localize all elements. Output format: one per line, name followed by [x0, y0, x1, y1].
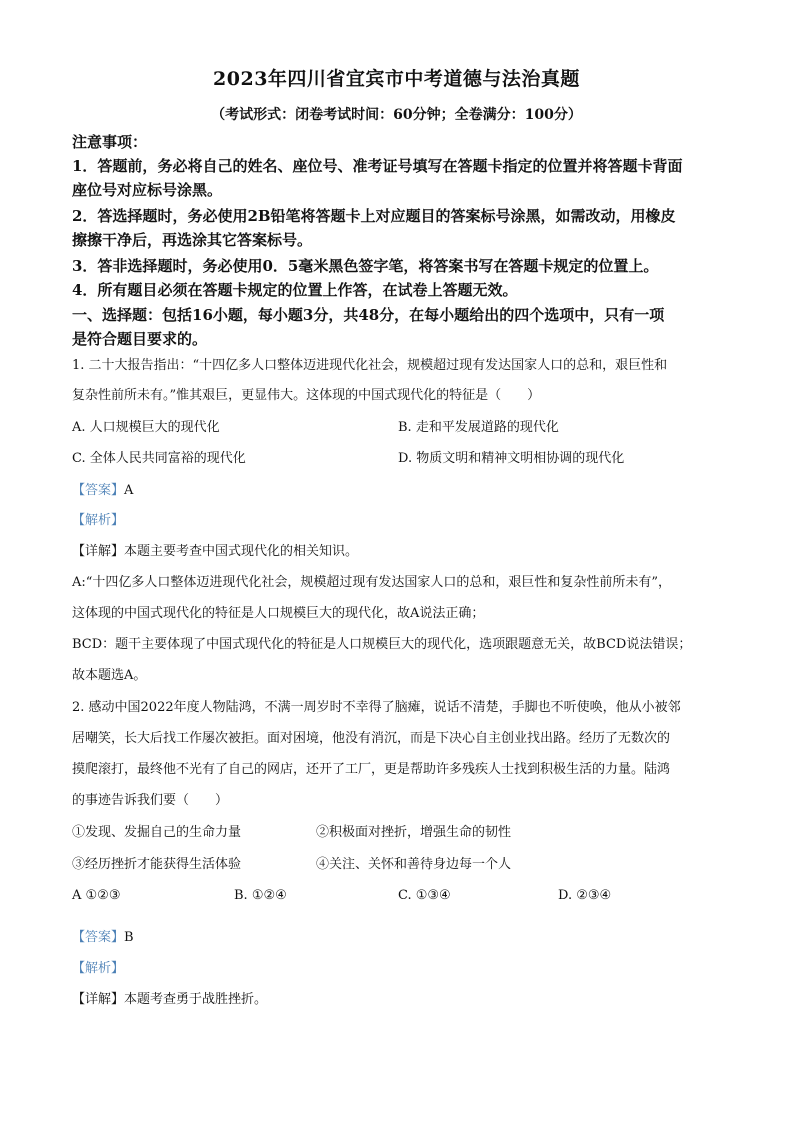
detail-text: BCD：题干主要体现了中国式现代化的特征是人口规模巨大的现代化，选项跟题意无关，故BCD说法错误； [72, 637, 692, 652]
section-heading: 一、选择题：包括16小题，每小题3分，共48分，在每小题给出的四个选项中，只有一项 [72, 306, 665, 324]
option-c: C. ①③④ [398, 888, 451, 903]
option-a: A ①②③ [72, 888, 121, 903]
option-c: C. 全体人民共同富裕的现代化 [72, 451, 246, 466]
answer-line [72, 481, 732, 501]
question-stem: 摸爬滚打，最终他不光有了自己的网店，还开了工厂，更是帮助许多残疾人士找到积极生活的力量。陆鸿 [72, 762, 671, 777]
notice-item: 1．答题前，务必将自己的姓名、座位号、准考证号填写在答题卡指定的位置并将答题卡背面 [72, 157, 683, 175]
analysis-label: 【解析】 [72, 513, 125, 528]
answer-value: B [124, 930, 134, 945]
option-d: D. 物质文明和精神文明相协调的现代化 [398, 451, 625, 466]
answer-label: 【答案】 [72, 930, 125, 945]
detail-line [72, 990, 732, 1010]
exam-info: （考试形式：闭卷考试时间：60分钟；全卷满分：100分） [211, 107, 582, 123]
option-b: B. 走和平发展道路的现代化 [398, 420, 559, 435]
detail-text: 本题主要考查中国式现代化的相关知识。 [124, 544, 359, 559]
detail-text: A:“十四亿多人口整体迈进现代化社会，规模超过现有发达国家人口的总和，艰巨性和复杂性前所未有”， [72, 575, 672, 590]
detail-label: 【详解】 [72, 544, 125, 559]
page-title: 2023年四川省宜宾市中考道德与法治真题 [213, 68, 580, 90]
statement-2: ②积极面对挫折，增强生命的韧性 [316, 825, 512, 840]
answer-line [72, 928, 732, 948]
statement-1: ①发现、发掘自己的生命力量 [72, 825, 242, 840]
detail-text: 这体现的中国式现代化的特征是人口规模巨大的现代化，故A说法正确； [72, 606, 485, 621]
notice-item: 2．答选择题时，务必使用2B铅笔将答题卡上对应题目的答案标号涂黑，如需改动，用橡皮 [72, 207, 676, 225]
analysis-line [72, 511, 732, 531]
notice-item: 座位号对应标号涂黑。 [72, 181, 223, 199]
detail-line [72, 542, 732, 562]
notice-heading: 注意事项： [72, 133, 148, 151]
analysis-label: 【解析】 [72, 961, 125, 976]
question-stem: 复杂性前所未有。”惟其艰巨，更显伟大。这体现的中国式现代化的特征是（ ） [72, 388, 541, 403]
analysis-line [72, 959, 732, 979]
option-d: D. ②③④ [558, 888, 612, 903]
option-a: A. 人口规模巨大的现代化 [72, 420, 220, 435]
answer-value: A [124, 483, 134, 498]
detail-text: 故本题选A。 [72, 668, 147, 683]
section-heading: 是符合题目要求的。 [72, 330, 208, 348]
question-stem: 的事迹告诉我们要（ ） [72, 793, 229, 808]
question-stem: 2. 感动中国2022年度人物陆鸿，不满一周岁时不幸得了脑瘫，说话不清楚，手脚也不听使唤，他从小被邻 [72, 700, 681, 715]
notice-item: 4．所有题目必须在答题卡规定的位置上作答，在试卷上答题无效。 [72, 281, 518, 299]
notice-item: 3．答非选择题时，务必使用0．5毫米黑色签字笔，将答案书写在答题卡规定的位置上。 [72, 257, 659, 275]
detail-label: 【详解】 [72, 992, 125, 1007]
question-stem: 1. 二十大报告指出：“十四亿多人口整体迈进现代化社会，规模超过现有发达国家人口的总和，艰巨性和 [72, 358, 668, 373]
notice-item: 擦擦干净后，再选涂其它答案标号。 [72, 231, 313, 249]
question-stem: 居嘲笑，长大后找工作屡次被拒。面对困境，他没有消沉，而是下决心自主创业找出路。经历了无数次的 [72, 731, 671, 746]
detail-text: 本题考查勇于战胜挫折。 [124, 992, 268, 1007]
statement-4: ④关注、关怀和善待身边每一个人 [316, 857, 512, 872]
answer-label: 【答案】 [72, 483, 125, 498]
statement-3: ③经历挫折才能获得生活体验 [72, 857, 242, 872]
option-b: B. ①②④ [234, 888, 287, 903]
